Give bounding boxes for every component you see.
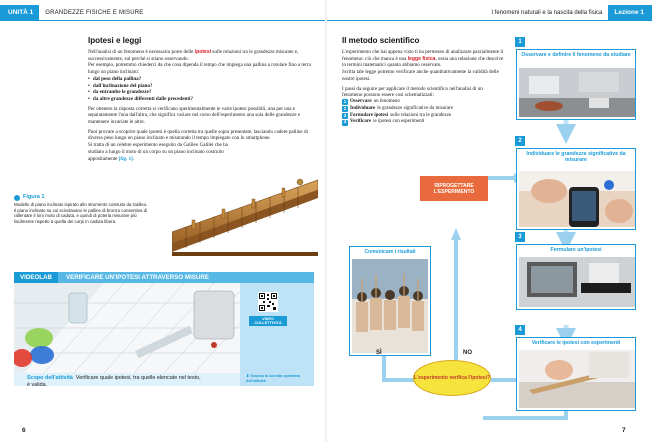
qr-label: VIDEO COLLETTIVITÀ — [249, 316, 287, 326]
page-number-right: 7 — [622, 427, 626, 434]
chapter-title: I fenomeni naturali e la nascita della fisica — [491, 9, 603, 16]
list-item: • da entrambe le grandezze? — [88, 89, 316, 96]
paragraph-4: Puoi provare a scoprire quale ipotesi è quella corretta tra quelle sopra presentate, lasciando cadere palline di diverso peso lungo un piano inclinato e misurando il tempo impiegato con lo smartphone. — [88, 128, 308, 142]
flow-box-communicate — [349, 246, 431, 356]
videolab-photo[interactable] — [14, 283, 240, 373]
hypothesis-list — [88, 76, 316, 103]
photo-verify — [519, 350, 635, 408]
flow-step-number-2: 2 — [515, 136, 525, 146]
photo-observe — [519, 68, 635, 117]
photo-communicate — [352, 259, 428, 353]
step-rest: le ipotesi con esperimenti — [373, 119, 425, 125]
paragraph-3: Per ottenere la risposta corretta si verificano sperimentalmente le varie ipotesi possibili, una per una e separatamente l'una dall'altra, che significa variare nel corso dell'esperimento una sola delle grandezze e mantenere invariate le altre. — [88, 105, 301, 126]
step-number: 1 — [343, 98, 347, 104]
paragraph-2: Per esempio, potremmo chiederci da che cosa dipenda il tempo che impiega una pallina a rotolare fino a terra lungo un piano inclinato: — [88, 62, 311, 76]
right-paragraph-1-a: L'esperimento che hai appena visto ti ha permesso di analizzare parzialmente il fenomeno: ciò che manca è una — [342, 49, 504, 62]
flow-box-hypothesis — [516, 244, 636, 310]
step-number: 4 — [343, 119, 347, 125]
step-rest: le grandezze significative da misurare — [377, 105, 453, 111]
download-link[interactable] — [246, 374, 312, 383]
flow-box-hypothesis-label: Formulare un'ipotesi — [550, 247, 602, 253]
flow-box-observe-label: Osservare e definire il fenomeno da studiare — [521, 52, 631, 58]
paragraph-1-b: sulle relazioni tra le grandezze misurate e, successivamente, sul perché si stiano osservando. — [88, 49, 299, 62]
flow-box-identify-label: Individuare le grandezze significative da misurare — [526, 151, 626, 164]
flow-box-identify — [516, 148, 636, 230]
scope-text-b: è valida. — [27, 381, 48, 388]
figure-caption-text: Modello di piano inclinato ispirato allo strumento costruito da Galileo. Il piano inclinato su cui scivolavano le palline di bronzo consentiva di rallentare il loro moto di caduta, e quindi di poterla misurare più facilmente rispetto a quella dei corpi in caduta libera. — [14, 202, 148, 224]
flow-step-number-1: 1 — [515, 37, 525, 47]
right-paragraph-2: Scritta tale legge potremo verificare anche quantitativamente la validità delle nostre ipotesi. — [342, 69, 499, 82]
flow-box-verify — [516, 337, 636, 411]
flow-box-verify-label: Verificare le ipotesi con esperimenti — [531, 340, 621, 346]
figure-title-text: Figura 1 — [23, 194, 45, 201]
videolab-title: VERIFICARE UN'IPOTESI ATTRAVERSO MISURE — [58, 272, 314, 283]
step-rest: sulle relazioni tra le grandezze — [390, 112, 452, 118]
videolab-bar — [14, 272, 314, 283]
paragraph-5-a: Si tratta di un celebre esperimento eseguito da Galileo Galilei che ha studiato a lungo il moto di un corpo su un piano inclinato costruito appositamente — [88, 142, 228, 162]
qr-code-icon[interactable] — [258, 292, 278, 312]
step-bold: Osservare — [350, 98, 372, 104]
step-bold: Individuare — [350, 105, 376, 111]
flow-step-number-3: 3 — [515, 232, 525, 242]
highlight-ipotesi: ipotesi — [194, 49, 212, 55]
paragraph-1-a: Nell'analisi di un fenomeno è necessario porre delle — [88, 49, 195, 55]
photo-hypothesis — [519, 257, 635, 307]
page-number-left: 6 — [22, 427, 26, 434]
right-header — [326, 5, 652, 20]
figure-reference-link[interactable]: [fig. 1] — [118, 155, 133, 162]
yes-label: SÌ — [376, 350, 382, 356]
videolab-tag: VIDEOLAB — [20, 274, 52, 281]
step-rest: un fenomeno — [373, 98, 400, 104]
list-item: • dall'inclinazione del piano? — [88, 83, 316, 90]
paragraph-5 — [88, 142, 238, 162]
figure-1-title — [14, 195, 149, 201]
unit-badge: UNITÀ 1 — [0, 5, 39, 20]
step-number: 3 — [343, 112, 347, 118]
scope-label: Scopo dell'attività — [27, 375, 73, 381]
scope-text-a: Verificare quale ipotesi, tra quelle elencate nel testo, — [75, 375, 201, 381]
highlight-legge-fisica: legge fisica — [407, 55, 436, 62]
download-text: Scarica la scheda operativa dell'attività — [246, 374, 301, 383]
flow-box-communicate-label: Comunicare i risultati — [364, 249, 416, 255]
flow-step-number-4: 4 — [515, 325, 525, 335]
list-item: • dal peso della pallina? — [88, 76, 316, 83]
section-title-metodo: Il metodo scientifico — [342, 36, 420, 45]
lesson-badge: Lezione 1 — [608, 5, 652, 20]
no-label: NO — [463, 350, 472, 356]
redesign-experiment-box: RIPROGETTARE L'ESPERIMENTO — [420, 176, 488, 201]
paragraph-5-b: . — [132, 155, 135, 162]
left-text-column — [88, 36, 316, 162]
flow-box-observe — [516, 49, 636, 120]
section-title-ipotesi: Ipotesi e leggi — [88, 36, 142, 45]
photo-smartphone — [519, 171, 635, 227]
inclined-plane-illustration — [172, 168, 318, 260]
step-number: 2 — [343, 105, 347, 111]
header-rule-left — [0, 20, 326, 21]
figure-dot-icon — [14, 195, 20, 201]
decision-node: L'esperimento verifica l'ipotesi? — [413, 360, 491, 396]
step-bold: Verificare — [350, 119, 372, 125]
step-bold: Formulare ipotesi — [350, 112, 389, 118]
videolab-scope — [27, 375, 201, 388]
right-paragraph-1-b: , ossia una relazione che descrive in termini matematici quanto abbiamo osservato. — [342, 55, 504, 69]
unit-title: GRANDEZZE FISICHE E MISURE — [45, 9, 144, 16]
list-item: • da altre grandezze differenti dalle precedenti? — [88, 96, 316, 103]
download-icon: ⬇ — [246, 374, 251, 378]
left-header — [0, 5, 326, 20]
right-paragraph-3: I passi da seguire per applicare il metodo scientifico nell'analisi di un fenomeno possono essere così schematizzati: — [342, 85, 483, 99]
paragraph-1 — [88, 49, 316, 62]
figure-1-caption — [14, 195, 149, 224]
